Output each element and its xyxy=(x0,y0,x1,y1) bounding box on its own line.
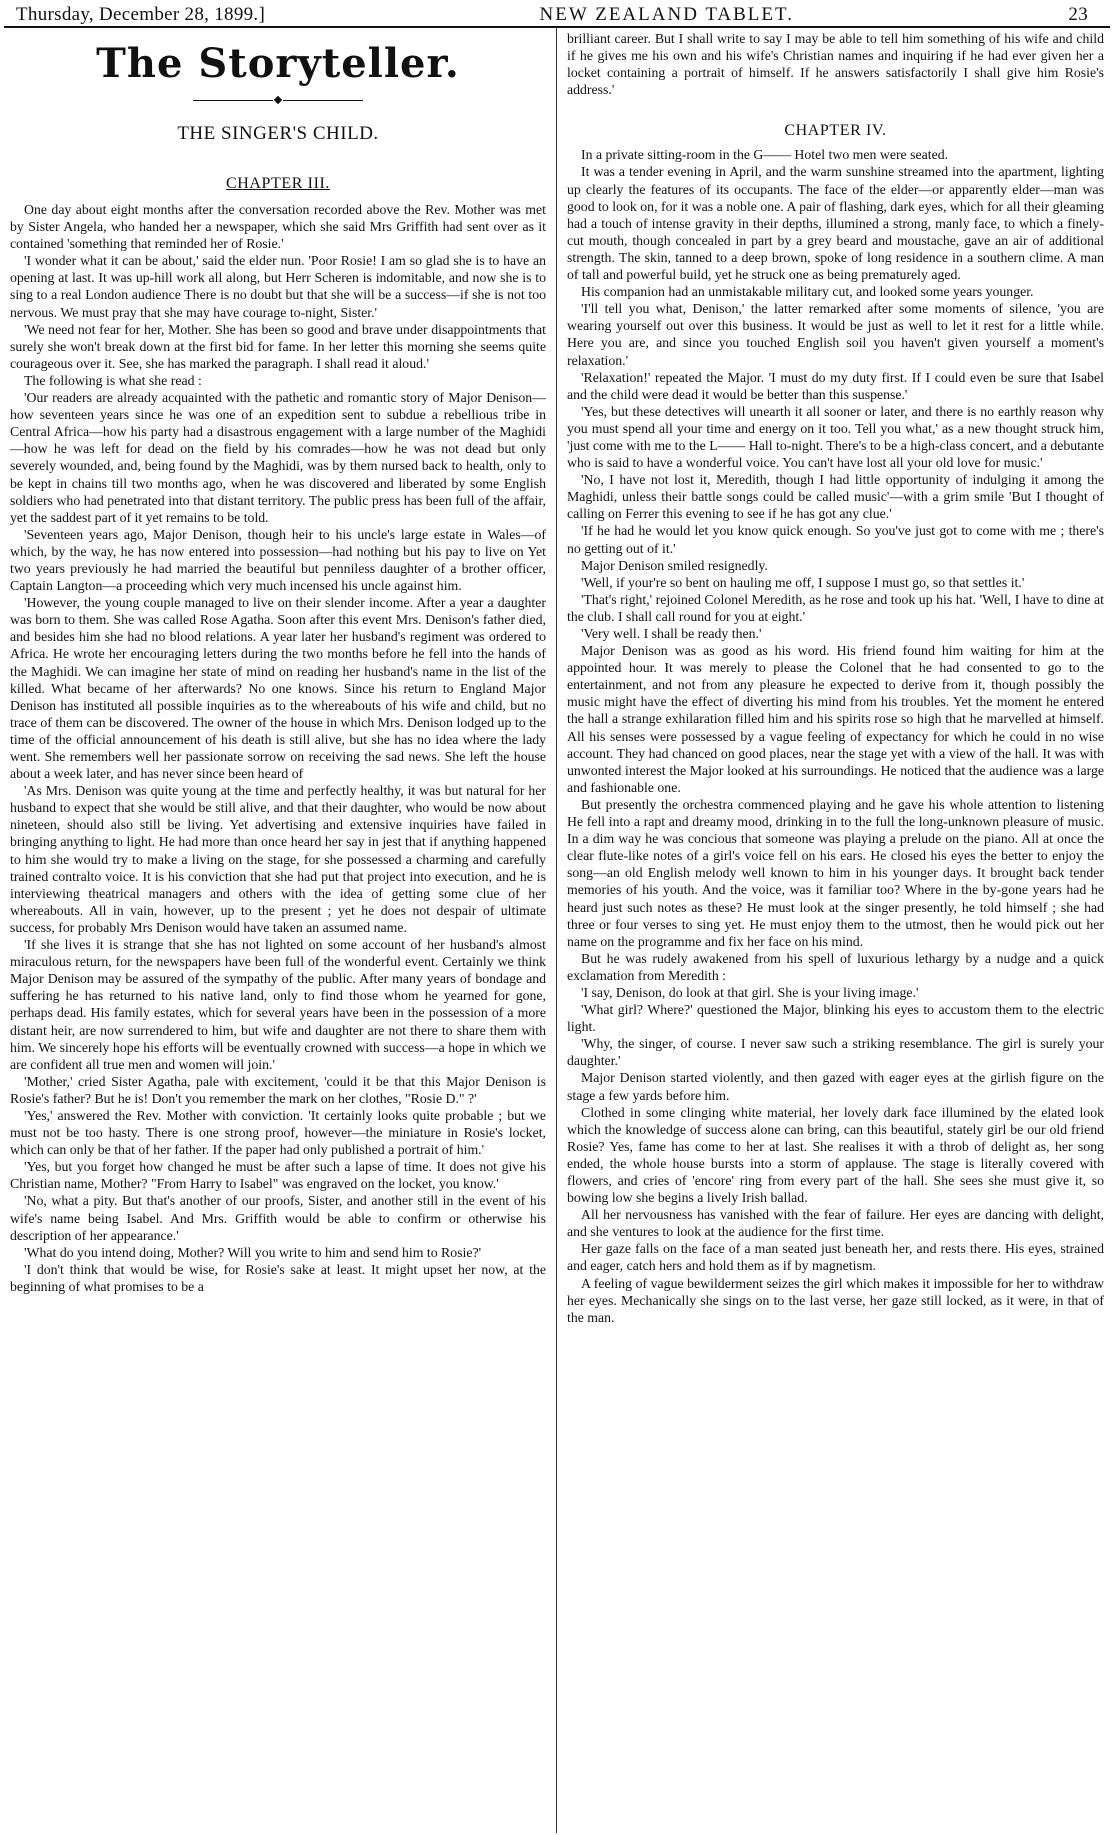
paragraph: 'I say, Denison, do look at that girl. She is your living image.' xyxy=(581,984,919,1000)
chapter-heading: CHAPTER III. xyxy=(225,175,331,192)
paragraph: 'What do you intend doing, Mother? Will you write to him and send him to Rosie?' xyxy=(24,1244,482,1260)
paragraph: Major Denison smiled resignedly. xyxy=(581,557,768,573)
chapter-heading: CHAPTER IV. xyxy=(784,122,887,140)
paragraph: 'If she lives it is strange that she has not lighted on some account of her husband's almost miraculous return, for the newspapers have been full of the wonderful event. Certainly we think Major Denison may be assured of the sympathy of the public. After many years of bondage and suffering he has returned to his native land, only to find those whom he yearned for gone, perhaps dead. His family estates, which for several years have been in the possession of a more distant heir, are now surrendered to him, but wife and daughter are not there to share them with him. We sincerely hope his efforts will be eventually crowned with success—a hope in which we are confident all true men and women will join.' xyxy=(10,937,546,1072)
section-masthead: The Storyteller. xyxy=(96,40,460,87)
paragraph: 'Mother,' cried Sister Agatha, pale with excitement, 'could it be that this Major Denison is Rosie's father? But he is! Don't you remember the mark on her clothes, "Rosie D." ?' xyxy=(10,1073,546,1106)
rule-line-right xyxy=(283,100,363,101)
paragraph: 'We need not fear for her, Mother. She has been so good and brave under disappointments that surely she won't break down at the first bid for fame. In her letter this morning she seems quite courageous over it. See, she has marked the paragraph. I shall read it aloud.' xyxy=(10,321,546,371)
paragraph: 'Yes, but you forget how changed he must be after such a lapse of time. It does not give his Christian name, Mother? "From Harry to Isabel" was engraved on the locket, you know.' xyxy=(10,1159,546,1192)
header-page-number: 23 xyxy=(1068,4,1088,25)
paragraph: 'Yes, but these detectives will unearth it all sooner or later, and there is no earthly reason why you must spend all your time and energy on it too. Tell you what,' as a new thought struck him, 'just come with me to the L—— Hall to-night. There's to be a high-class concert, and a debutante who is said to have a wonderful voice. You can't have lost all your old love for music.' xyxy=(567,403,1104,471)
paragraph: All her nervousness has vanished with the fear of failure. Her eyes are dancing with delight, and she ventures to look at the audience for the first time. xyxy=(567,1207,1104,1240)
paragraph: 'Relaxation!' repeated the Major. 'I must do my duty first. If I could even be sure that Isabel and the child were dead it would be better than this suspense.' xyxy=(567,369,1104,402)
paragraph: His companion had an unmistakable military cut, and looked some years younger. xyxy=(581,284,1034,300)
paragraph: Major Denison started violently, and then gazed with eager eyes at the girlish figure on the stage a few yards before him. xyxy=(567,1070,1104,1103)
left-column xyxy=(4,28,557,1833)
paragraph: 'Very well. I shall be ready then.' xyxy=(581,626,762,641)
paragraph: 'What girl? Where?' questioned the Major, blinking his eyes to accustom them to the electric light. xyxy=(567,1002,1104,1035)
paragraph: But presently the orchestra commenced playing and he gave his whole attention to listening He fell into a rapt and dreamy mood, drinking in to the full the long-unknown pleasure of music. In a dim way he was concious that someone was playing a prelude on the piano. All at once the clear flute-like notes of a girl's voice fell on his ears. He closed his eyes the better to enjoy the song—an old English melody well known to him in his younger days. It brought back tender memories of his youth. And the voice, was it familiar too? Where in the by-gone years had he heard just such notes as these? He must look at the singer presently, he told himself ; she had three or four verses to sing yet. He must enjoy them to the utmost, then he would pick out her name on the programme and fix her face on his mind. xyxy=(567,796,1104,949)
paragraph: One day about eight months after the conversation recorded above the Rev. Mother was met by Sister Angela, who handed her a newspaper, which she said Mrs Griffith had sent over as it contained 'something that reminded her of Rosie.' xyxy=(10,202,546,252)
paragraph: 'No, I have not lost it, Meredith, though I had little opportunity of indulging it among the Maghidi, unless their battle songs could be called music'—with a grim smile 'But I thought of calling on Ferrer this evening to see if he has got any clue.' xyxy=(567,472,1104,522)
paragraph: In a private sitting-room in the G—— Hotel two men were seated. xyxy=(581,147,949,163)
paragraph: 'Our readers are already acquainted with the pathetic and romantic story of Major Denison—how seventeen years since he was one of an expedition sent to subdue a rebellious tribe in Central Africa—how his party had a disastrous engagement with a large number of the Maghidi—how he was left for dead on the field by his comrades—how he was not dead but only severely wounded, and, being found by the Maghidi, was by them nursed back to health, only to be kept in chains till two months ago, when he was discovered and liberated by some English soldiers who had penetrated into that distant territory. The public press has been full of the affair, yet the saddest part of it yet remains to be told. xyxy=(10,390,546,525)
paragraph: 'Seventeen years ago, Major Denison, though heir to his uncle's large estate in Wales—of which, by the way, he has now entered into possession—had nothing but his pay to live on Yet two years previously he had married the beautiful but penniless daughter of a brother officer, Captain Langton—a proceeding which very much incensed his uncle against him. xyxy=(10,526,546,594)
paragraph: Her gaze falls on the face of a man seated just beneath her, and rests there. His eyes, strained and eager, catch hers and hold them as if by magnetism. xyxy=(567,1241,1104,1274)
paragraph: Major Denison was as good as his word. His friend found him waiting for him at the appointed hour. It was merely to please the Colonel that he had consented to go to the entertainment, and not from any pleasure he expected to derive from it, though possibly the music might have the effect of diverting his mind from his troubles. Yet the moment he entered the hall a strange exhilaration filled him and his spirits rose so high that he marvelled at himself. All his senses were possessed by a vague feeling of expectancy for which he could in no wise account. They had chanced on good places, near the stage yet with a view of the hall. It was with unwonted interest the Major looked at his surroundings. He noticed that the audience was a large and fashionable one. xyxy=(567,643,1104,795)
paragraph: 'I'll tell you what, Denison,' the latter remarked after some moments of silence, 'you are wearing yourself out over this business. It would be just as well to let it rest for a little while. Here you are, and since you touched English soil you haven't given yourself a moment's relaxation.' xyxy=(567,301,1104,368)
paragraph: The following is what she read : xyxy=(24,372,202,388)
paragraph: 'If he had he would let you know quick enough. So you've just got to come with me ; there's no getting out of it.' xyxy=(567,523,1104,556)
paragraph: 'Well, if your're so bent on hauling me off, I suppose I must go, so that settles it.' xyxy=(581,574,1025,590)
paragraph: Clothed in some clinging white material, her lovely dark face illumined by the elated look which the knowledge of success alone can bring, can this beautiful, stately girl be our old friend Rosie? Yes, fame has come to her at last. She realises it with a throb of delight as, her song ended, the whole house bursts into a storm of applause. The stage is literally covered with flowers, and cries of 'encore' ring from every part of the hall. She sees she must give it, so bowing low she begins a lively Irish ballad. xyxy=(567,1104,1104,1206)
header-publication: NEW ZEALAND TABLET. xyxy=(539,4,794,25)
paragraph: 'I don't think that would be wise, for Rosie's sake at least. It might upset her now, at the beginning of what promises to be a xyxy=(10,1261,546,1294)
story-title: THE SINGER'S CHILD. xyxy=(177,123,379,144)
right-column xyxy=(557,28,1110,1833)
left-body xyxy=(10,201,546,1295)
page-header xyxy=(4,0,1110,28)
paragraph: 'Yes,' answered the Rev. Mother with conviction. 'It certainly looks quite probable ; but we must not be too hasty. There is one strong proof, however—the miniature in Rosie's locket, which can only be that of her father. If the paper had only published a portrait of him.' xyxy=(10,1107,546,1158)
right-body xyxy=(567,146,1104,1325)
paragraph: 'No, what a pity. But that's another of our proofs, Sister, and another still in the event of his wife's name being Isabel. And Mrs. Griffith would be able to confirm or otherwise his description of her appearance.' xyxy=(10,1193,546,1243)
paragraph: 'As Mrs. Denison was quite young at the time and perfectly healthy, it was but natural for her husband to expect that she would be still alive, and that their daughter, who would be now about nineteen, should also still be living. Yet advertising and extensive inquiries have failed in bringing anything to light. He had more than once heard her say in jest that if anything happened to him she would try to make a living on the stage, for she possessed a charming and carefully trained contralto voice. It is his conviction that she had put that project into execution, and he is interviewing theatrical managers and others with the idea of getting some clue of her whereabouts. All in vain, however, up to the present ; yet he does not despair of ultimate success, for probably Mrs Denison would have taken an assumed name. xyxy=(10,783,546,935)
rule-line-left xyxy=(193,100,273,101)
paragraph: A feeling of vague bewilderment seizes the girl which makes it impossible for her to withdraw her eyes. Mechanically she sings on to the last verse, her gaze still locked, as it were, in that of the man. xyxy=(567,1275,1104,1325)
text-columns xyxy=(4,28,1110,1833)
paragraph: But he was rudely awakened from his spell of luxurious lethargy by a nudge and a quick exclamation from Meredith : xyxy=(567,950,1104,983)
continued-paragraph: brilliant career. But I shall write to say I may be able to tell him something of his wife and child if he gives me his own and his wife's Christian names and inquiring if he had ever given her a locket containing a portrait of himself. If he answers satisfactorily I shall give him Rosie's address.' xyxy=(567,31,1104,98)
paragraph: 'Why, the singer, of course. I never saw such a striking resemblance. The girl is surely your daughter.' xyxy=(567,1036,1104,1069)
paragraph: 'I wonder what it can be about,' said the elder nun. 'Poor Rosie! I am so glad she is to have an opening at last. It was up-hill work all along, but Herr Scheren is indomitable, and now she is to sing to a real London audience There is no doubt but that she will be a success—if she is not too nervous. We must pray that she may have courage to-night, Sister.' xyxy=(10,253,546,320)
paragraph: It was a tender evening in April, and the warm sunshine streamed into the apartment, lighting up clearly the features of its occupants. The face of the elder—or apparently elder—man was good to look on, for it was a noble one. A pair of flashing, dark eyes, which for all their gleaming had a touch of intense gravity in their depths, illumined a strong, manly face, to which a finely-cut mouth, though concealed in part by a grey beard and moustache, gave an air of additional strength. The skin, tanned to a deep brown, spoke of long residence in a southern clime. A man of tall and powerful build, yet he struck one as being prematurely aged. xyxy=(567,164,1104,283)
paragraph: 'That's right,' rejoined Colonel Meredith, as he rose and took up his hat. 'Well, I have to dine at the club. I shall call round for you at eight.' xyxy=(567,591,1104,624)
diamond-ornament-icon xyxy=(274,96,282,104)
header-date: Thursday, December 28, 1899.] xyxy=(16,4,266,25)
ornamental-rule xyxy=(10,93,546,107)
paragraph: 'However, the young couple managed to live on their slender income. After a year a daughter was born to them. She was called Rose Agatha. Soon after this event Mrs. Denison's father died, and besides him she had no blood relations. A year later her husband's regiment was ordered to Africa. He wrote her encouraging letters during the two months before he fell into the hands of the Maghidi. We can imagine her state of mind on reading her husband's name in the list of the killed. What became of her afterwards? No one knows. Since his return to England Major Denison has instituted all possible inquiries as to the whereabouts of his wife and child, but no trace of them can be discovered. The owner of the house in which Mrs. Denison lodged up to the time of the official announcement of his death is still alive, but she has no idea where the lady went. She remembers well her passionate sorrow on receiving the sad news. She left the house about a week later, and has never since been heard of xyxy=(10,595,546,782)
